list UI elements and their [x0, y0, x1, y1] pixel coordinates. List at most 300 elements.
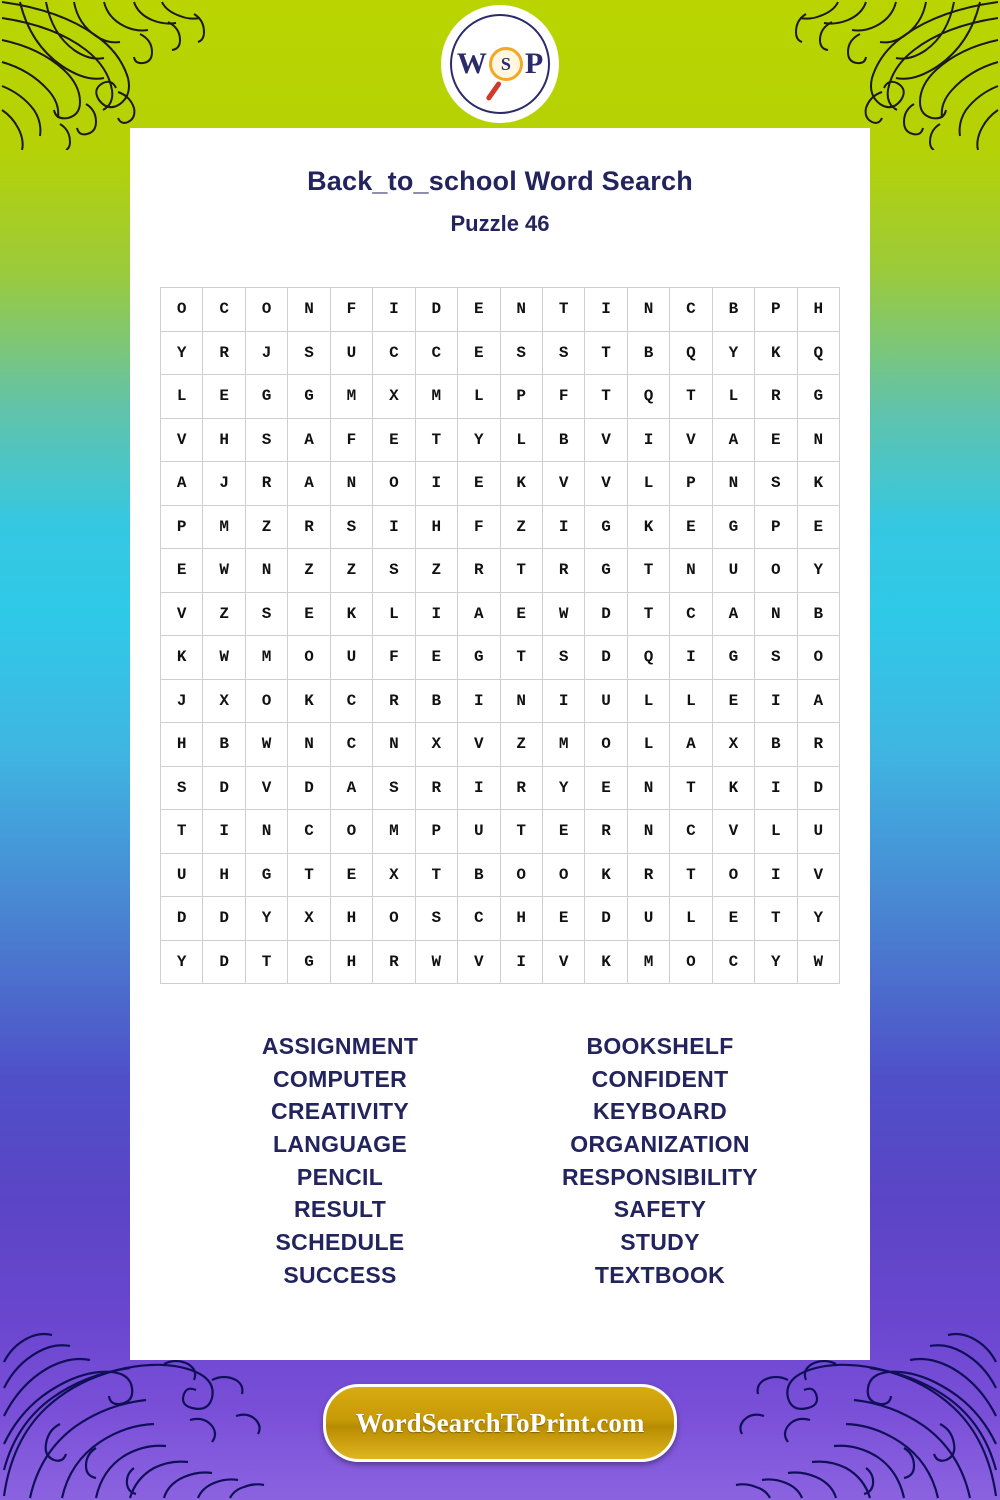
puzzle-sheet [130, 128, 870, 1360]
grid-cell[interactable]: D [203, 897, 245, 941]
grid-cell[interactable]: X [373, 853, 415, 897]
grid-cell[interactable]: O [288, 636, 330, 680]
grid-cell[interactable]: E [288, 592, 330, 636]
grid-row [161, 766, 840, 810]
grid-cell[interactable]: M [330, 375, 372, 419]
grid-cell[interactable]: C [458, 897, 500, 941]
word-list-item[interactable]: CREATIVITY [270, 1098, 410, 1125]
grid-cell[interactable]: A [712, 592, 754, 636]
grid-cell[interactable]: C [712, 940, 754, 984]
grid-cell[interactable]: G [712, 636, 754, 680]
grid-cell[interactable]: H [161, 723, 203, 767]
grid-cell[interactable]: U [712, 549, 754, 593]
grid-cell[interactable]: R [755, 375, 797, 419]
grid-cell[interactable]: C [203, 288, 245, 332]
grid-cell[interactable]: H [330, 897, 372, 941]
grid-cell[interactable]: N [288, 288, 330, 332]
grid-cell[interactable]: N [627, 288, 669, 332]
grid-cell[interactable]: N [755, 592, 797, 636]
grid-cell[interactable]: Y [458, 418, 500, 462]
grid-cell[interactable]: M [203, 505, 245, 549]
grid-cell[interactable]: I [585, 288, 627, 332]
grid-cell[interactable]: V [670, 418, 712, 462]
grid-cell[interactable]: T [500, 810, 542, 854]
page-subtitle: Puzzle 46 [450, 211, 550, 236]
grid-cell[interactable]: Z [203, 592, 245, 636]
grid-cell[interactable]: U [797, 810, 839, 854]
grid-cell[interactable]: A [288, 462, 330, 506]
grid-cell[interactable]: B [755, 723, 797, 767]
grid-cell[interactable]: I [670, 636, 712, 680]
grid-cell[interactable]: P [500, 375, 542, 419]
word-search-grid[interactable] [160, 287, 840, 984]
grid-cell[interactable]: O [585, 723, 627, 767]
grid-cell[interactable]: O [542, 853, 584, 897]
grid-cell[interactable]: K [161, 636, 203, 680]
grid-row [161, 288, 840, 332]
grid-cell[interactable]: W [542, 592, 584, 636]
grid-cell[interactable]: N [500, 679, 542, 723]
grid-row [161, 679, 840, 723]
grid-cell[interactable]: Z [330, 549, 372, 593]
grid-cell[interactable]: G [585, 549, 627, 593]
grid-cell[interactable]: Y [712, 331, 754, 375]
grid-cell[interactable]: I [627, 418, 669, 462]
word-list-item[interactable]: ORGANIZATION [570, 1130, 750, 1157]
grid-cell[interactable]: O [755, 549, 797, 593]
grid-cell[interactable]: K [500, 462, 542, 506]
grid-cell[interactable]: B [627, 331, 669, 375]
grid-cell[interactable]: B [415, 679, 457, 723]
grid-cell[interactable]: R [627, 853, 669, 897]
grid-cell[interactable]: Y [245, 897, 287, 941]
word-list-item[interactable]: ASSIGNMENT [261, 1033, 419, 1059]
grid-cell[interactable]: B [458, 853, 500, 897]
grid-cell[interactable]: I [373, 288, 415, 332]
grid-cell[interactable]: N [245, 549, 287, 593]
word-list-item[interactable]: RESPONSIBILITY [562, 1163, 758, 1190]
grid-cell[interactable]: E [500, 592, 542, 636]
grid-cell[interactable]: Z [500, 723, 542, 767]
grid-cell[interactable]: N [330, 462, 372, 506]
grid-cell[interactable]: M [415, 375, 457, 419]
grid-cell[interactable]: R [458, 549, 500, 593]
grid-cell[interactable]: R [542, 549, 584, 593]
grid-cell[interactable]: S [288, 331, 330, 375]
grid-cell[interactable]: N [288, 723, 330, 767]
grid-cell[interactable]: W [245, 723, 287, 767]
grid-row [161, 418, 840, 462]
grid-cell[interactable]: V [245, 766, 287, 810]
grid-cell[interactable]: I [755, 679, 797, 723]
grid-cell[interactable]: I [542, 505, 584, 549]
grid-cell[interactable]: O [670, 940, 712, 984]
grid-cell[interactable]: E [712, 897, 754, 941]
grid-cell[interactable]: A [330, 766, 372, 810]
grid-cell[interactable]: S [373, 549, 415, 593]
grid-cell[interactable]: L [755, 810, 797, 854]
grid-cell[interactable]: B [797, 592, 839, 636]
grid-cell[interactable]: U [458, 810, 500, 854]
grid-cell[interactable]: T [585, 375, 627, 419]
grid-cell[interactable]: M [245, 636, 287, 680]
grid-cell[interactable]: Q [627, 636, 669, 680]
grid-cell[interactable]: I [203, 810, 245, 854]
grid-cell[interactable]: E [542, 897, 584, 941]
grid-cell[interactable]: E [670, 505, 712, 549]
grid-cell[interactable]: K [627, 505, 669, 549]
grid-cell[interactable]: Z [288, 549, 330, 593]
grid-cell[interactable]: T [670, 375, 712, 419]
website-button[interactable] [323, 1384, 677, 1462]
grid-cell[interactable]: G [712, 505, 754, 549]
grid-cell[interactable]: L [458, 375, 500, 419]
grid-cell[interactable]: D [797, 766, 839, 810]
grid-cell[interactable]: N [373, 723, 415, 767]
grid-cell[interactable]: S [755, 462, 797, 506]
grid-cell[interactable]: I [415, 592, 457, 636]
grid-cell[interactable]: F [458, 505, 500, 549]
grid-cell[interactable]: H [203, 418, 245, 462]
grid-cell[interactable]: V [542, 940, 584, 984]
grid-cell[interactable]: C [288, 810, 330, 854]
grid-row [161, 592, 840, 636]
grid-cell[interactable]: T [755, 897, 797, 941]
grid-cell[interactable]: O [161, 288, 203, 332]
grid-cell[interactable]: E [373, 418, 415, 462]
grid-cell[interactable]: X [373, 375, 415, 419]
grid-cell[interactable]: L [627, 679, 669, 723]
page-title: Back_to_school Word Search [307, 166, 693, 196]
grid-cell[interactable]: E [458, 331, 500, 375]
grid-cell[interactable]: Y [161, 331, 203, 375]
grid-cell[interactable]: L [627, 723, 669, 767]
grid-row [161, 723, 840, 767]
grid-cell[interactable]: E [330, 853, 372, 897]
grid-cell[interactable]: L [500, 418, 542, 462]
grid-row [161, 505, 840, 549]
grid-cell[interactable]: T [288, 853, 330, 897]
grid-cell[interactable]: K [585, 940, 627, 984]
grid-cell[interactable]: G [288, 940, 330, 984]
grid-cell[interactable]: V [458, 940, 500, 984]
grid-cell[interactable]: G [797, 375, 839, 419]
grid-cell[interactable]: Y [797, 897, 839, 941]
grid-cell[interactable]: W [203, 636, 245, 680]
grid-cell[interactable]: P [755, 288, 797, 332]
grid-cell[interactable]: N [712, 462, 754, 506]
grid-cell[interactable]: F [330, 288, 372, 332]
grid-cell[interactable]: V [585, 462, 627, 506]
grid-cell[interactable]: O [373, 462, 415, 506]
grid-cell[interactable]: N [245, 810, 287, 854]
grid-cell[interactable]: T [627, 592, 669, 636]
grid-cell[interactable]: T [415, 418, 457, 462]
grid-cell[interactable]: F [373, 636, 415, 680]
grid-row [161, 462, 840, 506]
grid-cell[interactable]: X [288, 897, 330, 941]
grid-cell[interactable]: E [415, 636, 457, 680]
grid-cell[interactable]: W [203, 549, 245, 593]
grid-cell[interactable]: T [500, 549, 542, 593]
grid-cell[interactable]: B [712, 288, 754, 332]
grid-cell[interactable]: L [373, 592, 415, 636]
grid-cell[interactable]: V [585, 418, 627, 462]
grid-cell[interactable]: D [203, 766, 245, 810]
grid-cell[interactable]: J [161, 679, 203, 723]
word-list [130, 1030, 870, 1291]
grid-cell[interactable]: D [585, 636, 627, 680]
grid-cell[interactable]: T [627, 549, 669, 593]
grid-cell[interactable]: U [585, 679, 627, 723]
grid-cell[interactable]: Y [797, 549, 839, 593]
grid-cell[interactable]: L [670, 897, 712, 941]
grid-cell[interactable]: Y [542, 766, 584, 810]
grid-cell[interactable]: G [458, 636, 500, 680]
word-search-grid-container [160, 287, 840, 984]
grid-cell[interactable]: T [542, 288, 584, 332]
grid-cell[interactable]: V [797, 853, 839, 897]
grid-cell[interactable]: N [670, 549, 712, 593]
grid-cell[interactable]: I [500, 940, 542, 984]
grid-cell[interactable]: V [161, 592, 203, 636]
word-list-column-left [180, 1030, 500, 1291]
logo-letter-w: W [456, 47, 487, 80]
grid-cell[interactable]: I [755, 766, 797, 810]
grid-cell[interactable]: S [415, 897, 457, 941]
grid-cell[interactable]: L [161, 375, 203, 419]
grid-cell[interactable]: X [203, 679, 245, 723]
grid-cell[interactable]: D [161, 897, 203, 941]
grid-row [161, 375, 840, 419]
grid-cell[interactable]: I [373, 505, 415, 549]
grid-cell[interactable]: E [458, 462, 500, 506]
grid-row [161, 549, 840, 593]
grid-cell[interactable]: H [415, 505, 457, 549]
word-list-item[interactable]: LANGUAGE [272, 1130, 407, 1157]
grid-cell[interactable]: M [542, 723, 584, 767]
grid-cell[interactable]: Z [245, 505, 287, 549]
grid-cell[interactable]: E [585, 766, 627, 810]
grid-cell[interactable]: U [161, 853, 203, 897]
grid-cell[interactable]: C [330, 723, 372, 767]
grid-cell[interactable]: C [415, 331, 457, 375]
grid-cell[interactable]: M [627, 940, 669, 984]
grid-cell[interactable]: O [797, 636, 839, 680]
word-list-item[interactable]: CONFIDENT [591, 1065, 729, 1092]
grid-cell[interactable]: D [585, 897, 627, 941]
grid-cell[interactable]: F [330, 418, 372, 462]
grid-cell[interactable]: O [330, 810, 372, 854]
grid-cell[interactable]: Y [755, 940, 797, 984]
grid-cell[interactable]: O [245, 679, 287, 723]
grid-cell[interactable]: X [415, 723, 457, 767]
grid-cell[interactable]: C [373, 331, 415, 375]
grid-cell[interactable]: X [712, 723, 754, 767]
grid-cell[interactable]: K [712, 766, 754, 810]
grid-cell[interactable]: A [797, 679, 839, 723]
grid-cell[interactable]: S [500, 331, 542, 375]
grid-cell[interactable]: A [712, 418, 754, 462]
grid-cell[interactable]: R [415, 766, 457, 810]
grid-cell[interactable]: V [458, 723, 500, 767]
grid-cell[interactable]: V [712, 810, 754, 854]
grid-cell[interactable]: G [245, 853, 287, 897]
grid-cell[interactable]: U [627, 897, 669, 941]
grid-cell[interactable]: E [797, 505, 839, 549]
grid-cell[interactable]: Q [797, 331, 839, 375]
grid-cell[interactable]: O [245, 288, 287, 332]
grid-cell[interactable]: W [415, 940, 457, 984]
grid-cell[interactable]: T [585, 331, 627, 375]
grid-cell[interactable]: T [670, 766, 712, 810]
logo-letter-s: S [500, 53, 511, 74]
grid-cell[interactable]: A [288, 418, 330, 462]
grid-cell[interactable]: F [542, 375, 584, 419]
grid-cell[interactable]: I [542, 679, 584, 723]
grid-cell[interactable]: S [542, 636, 584, 680]
grid-cell[interactable]: A [458, 592, 500, 636]
word-list-column-right [500, 1030, 820, 1291]
grid-cell[interactable]: E [458, 288, 500, 332]
grid-cell[interactable]: S [755, 636, 797, 680]
word-list-item[interactable]: RESULT [293, 1196, 387, 1223]
word-list-item[interactable]: COMPUTER [272, 1065, 407, 1092]
grid-cell[interactable]: Q [627, 375, 669, 419]
grid-cell[interactable]: E [542, 810, 584, 854]
word-list-item[interactable]: SUCCESS [283, 1261, 397, 1288]
grid-cell[interactable]: K [755, 331, 797, 375]
grid-cell[interactable]: D [203, 940, 245, 984]
grid-cell[interactable]: E [161, 549, 203, 593]
grid-cell[interactable]: D [415, 288, 457, 332]
grid-cell[interactable]: P [415, 810, 457, 854]
grid-row [161, 636, 840, 680]
grid-cell[interactable]: O [500, 853, 542, 897]
grid-cell[interactable]: Z [500, 505, 542, 549]
word-list-item[interactable]: SAFETY [613, 1196, 707, 1223]
grid-cell[interactable]: D [288, 766, 330, 810]
grid-cell[interactable]: I [458, 679, 500, 723]
grid-cell[interactable]: C [330, 679, 372, 723]
grid-cell[interactable]: C [670, 288, 712, 332]
grid-cell[interactable]: Y [161, 940, 203, 984]
grid-cell[interactable]: S [330, 505, 372, 549]
grid-cell[interactable]: T [161, 810, 203, 854]
grid-cell[interactable]: O [373, 897, 415, 941]
grid-cell[interactable]: P [670, 462, 712, 506]
grid-cell[interactable]: U [330, 636, 372, 680]
grid-cell[interactable]: H [330, 940, 372, 984]
grid-row [161, 331, 840, 375]
grid-cell[interactable]: U [330, 331, 372, 375]
word-list-item[interactable]: SCHEDULE [275, 1228, 405, 1255]
grid-cell[interactable]: P [161, 505, 203, 549]
grid-cell[interactable]: L [670, 679, 712, 723]
grid-cell[interactable]: T [670, 853, 712, 897]
grid-cell[interactable]: L [627, 462, 669, 506]
grid-cell[interactable]: L [712, 375, 754, 419]
word-list-item[interactable]: KEYBOARD [592, 1098, 728, 1125]
grid-cell[interactable]: G [288, 375, 330, 419]
grid-cell[interactable]: K [288, 679, 330, 723]
grid-cell[interactable]: R [373, 940, 415, 984]
grid-cell[interactable]: B [542, 418, 584, 462]
grid-cell[interactable]: R [797, 723, 839, 767]
grid-cell[interactable]: K [797, 462, 839, 506]
grid-cell[interactable]: H [500, 897, 542, 941]
grid-cell[interactable]: W [797, 940, 839, 984]
grid-cell[interactable]: K [330, 592, 372, 636]
grid-cell[interactable]: M [373, 810, 415, 854]
grid-cell[interactable]: N [500, 288, 542, 332]
grid-cell[interactable]: O [712, 853, 754, 897]
word-list-item[interactable]: TEXTBOOK [594, 1261, 726, 1288]
grid-cell[interactable]: R [373, 679, 415, 723]
grid-cell[interactable]: S [245, 592, 287, 636]
grid-cell[interactable]: S [373, 766, 415, 810]
grid-cell[interactable]: A [670, 723, 712, 767]
grid-cell[interactable]: S [542, 331, 584, 375]
magnifier-icon [489, 47, 523, 81]
grid-cell[interactable]: V [542, 462, 584, 506]
grid-cell[interactable]: R [203, 331, 245, 375]
grid-cell[interactable]: D [585, 592, 627, 636]
grid-cell[interactable]: H [797, 288, 839, 332]
word-list-item[interactable]: STUDY [620, 1228, 700, 1255]
grid-cell[interactable]: Z [415, 549, 457, 593]
grid-cell[interactable]: Q [670, 331, 712, 375]
grid-cell[interactable]: J [245, 331, 287, 375]
grid-cell[interactable]: I [415, 462, 457, 506]
grid-row [161, 810, 840, 854]
word-list-item[interactable]: BOOKSHELF [586, 1033, 734, 1059]
grid-cell[interactable]: G [245, 375, 287, 419]
grid-cell[interactable]: R [245, 462, 287, 506]
grid-cell[interactable]: A [161, 462, 203, 506]
word-list-item[interactable]: PENCIL [296, 1163, 384, 1190]
grid-cell[interactable]: T [415, 853, 457, 897]
grid-cell[interactable]: K [585, 853, 627, 897]
grid-cell[interactable]: I [458, 766, 500, 810]
grid-cell[interactable]: N [797, 418, 839, 462]
grid-cell[interactable]: E [755, 418, 797, 462]
grid-cell[interactable]: T [500, 636, 542, 680]
grid-cell[interactable]: R [288, 505, 330, 549]
grid-cell[interactable]: S [245, 418, 287, 462]
grid-cell[interactable]: R [585, 810, 627, 854]
grid-cell[interactable]: B [203, 723, 245, 767]
grid-cell[interactable]: E [203, 375, 245, 419]
grid-cell[interactable]: C [670, 810, 712, 854]
grid-cell[interactable]: V [161, 418, 203, 462]
grid-cell[interactable]: C [670, 592, 712, 636]
grid-cell[interactable]: J [203, 462, 245, 506]
grid-cell[interactable]: N [627, 810, 669, 854]
website-button-label: WordSearchToPrint.com [355, 1407, 645, 1438]
grid-row [161, 853, 840, 897]
grid-cell[interactable]: P [755, 505, 797, 549]
grid-cell[interactable]: H [203, 853, 245, 897]
grid-cell[interactable]: N [627, 766, 669, 810]
grid-cell[interactable]: E [712, 679, 754, 723]
grid-cell[interactable]: G [585, 505, 627, 549]
grid-cell[interactable]: S [161, 766, 203, 810]
grid-cell[interactable]: I [755, 853, 797, 897]
grid-cell[interactable]: R [500, 766, 542, 810]
magnifier-handle-icon [485, 81, 502, 102]
grid-cell[interactable]: T [245, 940, 287, 984]
